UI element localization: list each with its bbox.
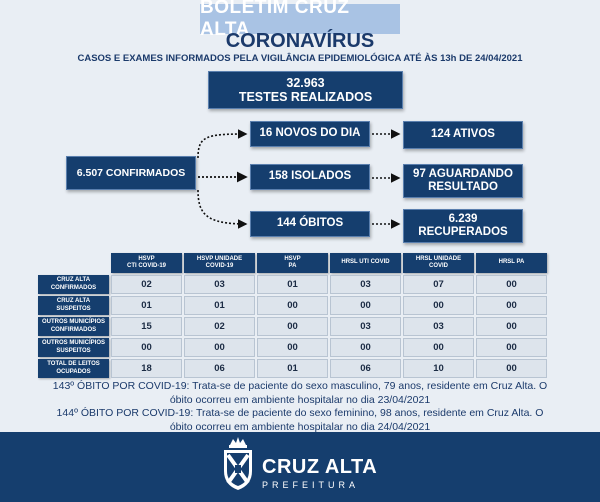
column-label-line2: COVID-19 [205,263,234,269]
row-label-line2: OCUPADOS [56,368,91,375]
table-cell: 00 [184,338,255,357]
table-cell: 18 [111,359,182,378]
column-label-line1: HRSL PA [498,259,525,266]
arrow-to-deaths [198,190,246,224]
table-row [38,359,547,378]
column-label-line2: CTI COVID-19 [126,263,166,269]
table-cell: 00 [476,296,547,315]
table-cell: 03 [403,317,474,336]
recovered-value: 6.239 [448,212,478,225]
table-header-row [38,253,547,273]
new-today-box: 16 NOVOS DO DIA [250,121,370,147]
table-cell: 00 [476,317,547,336]
table-cell: 07 [403,275,474,294]
column-label-line1: HSVP [138,255,155,262]
table-cell: 03 [184,275,255,294]
note-line: óbito ocorreu em ambiente hospitalar no dia 23/04/2021 [169,393,431,406]
table-cell: 00 [330,338,401,357]
table-cell: 03 [330,317,401,336]
active-box: 124 ATIVOS [403,121,523,149]
table-cell: 15 [111,317,182,336]
table-column-header [403,253,474,273]
bulletin-info: CASOS E EXAMES INFORMADOS PELA VIGILÂNCIA EPIDEMIOLÓGICA ATÉ ÀS 13h DE 24/04/2021 [77,53,523,64]
table-row [38,338,547,357]
column-label-line1: HSVP UNIDADE [196,255,243,262]
recovered-label: RECUPERADOS [418,226,508,238]
table-cell: 00 [257,338,328,357]
death-notes [8,380,592,434]
table-row-header [38,296,109,315]
table-row [38,317,547,336]
deaths-box: 144 ÓBITOS [250,211,370,237]
table-cell: 00 [403,296,474,315]
table-cell: 02 [111,275,182,294]
isolated-box: 158 ISOLADOS [250,164,370,190]
column-label-line1: HRSL UNIDADE [415,255,462,262]
table-column-header [330,253,401,273]
table-cell: 00 [476,338,547,357]
table-cell: 06 [330,359,401,378]
row-label-line1: CRUZ ALTA [56,277,91,284]
city-coat-of-arms-icon [218,435,258,493]
table-cell: 00 [257,317,328,336]
table-column-header [184,253,255,273]
brand-name: CRUZ ALTA [262,456,378,478]
row-label-line1: OUTROS MUNICÍPIOS [41,340,105,347]
table-column-header [257,253,328,273]
table-cell: 00 [403,338,474,357]
hospital-beds-table [36,251,549,380]
table-row-header [38,338,109,357]
table-cell: 01 [257,275,328,294]
row-label-line1: OUTROS MUNICÍPIOS [41,319,105,326]
row-label-line1: TOTAL DE LEITOS [47,361,100,368]
note-line: 144º ÓBITO POR COVID-19: Trata-se de paciente do sexo feminino, 98 anos, residente em Cruz Alta. O [56,407,544,419]
waiting-line2: RESULTADO [428,181,498,193]
row-label-line2: CONFIRMADOS [50,284,97,291]
table-cell: 10 [403,359,474,378]
table-cell: 00 [111,338,182,357]
table-corner [38,253,109,273]
table-cell: 00 [257,296,328,315]
arrow-to-new [198,134,246,158]
table-cell: 01 [184,296,255,315]
table-cell: 01 [111,296,182,315]
bulletin-subtitle: CORONAVÍRUS [225,30,375,52]
bulletin-title: BOLETIM CRUZ ALTA [200,4,400,34]
waiting-box [403,164,523,198]
recovered-box [403,209,523,243]
table-cell: 02 [184,317,255,336]
table-row [38,275,547,294]
confirmed-box: 6.507 CONFIRMADOS [66,156,196,190]
table-cell: 00 [330,296,401,315]
table-cell: 06 [184,359,255,378]
table-cell: 03 [330,275,401,294]
note-line: 143º ÓBITO POR COVID-19: Trata-se de paciente do sexo masculino, 79 anos, residente em Cruz Alta. O [52,380,548,392]
table-cell: 00 [476,359,547,378]
waiting-line1: 97 AGUARDANDO [413,167,513,180]
column-label-line1: HSVP [284,255,301,262]
row-label-line2: CONFIRMADOS [50,326,97,333]
table-column-header [476,253,547,273]
table-column-header [111,253,182,273]
column-label-line2: COVID [428,263,448,269]
row-label-line1: CRUZ ALTA [56,298,91,305]
brand-subtitle: PREFEITURA [262,480,360,490]
column-label-line1: HRSL UTI COVID [341,259,390,266]
table-row-header [38,317,109,336]
table-cell: 01 [257,359,328,378]
row-label-line2: SUSPEITOS [56,347,91,354]
tests-label: TESTES REALIZADOS [238,90,373,104]
tests-value: 32.963 [286,75,325,90]
table-cell: 00 [476,275,547,294]
note-line: óbito ocorreu em ambiente hospitalar no dia 24/04/2021 [169,420,431,433]
column-label-line2: PA [288,263,297,269]
table-row-header [38,359,109,378]
table-row-header [38,275,109,294]
table-row [38,296,547,315]
row-label-line2: SUSPEITOS [56,305,91,312]
